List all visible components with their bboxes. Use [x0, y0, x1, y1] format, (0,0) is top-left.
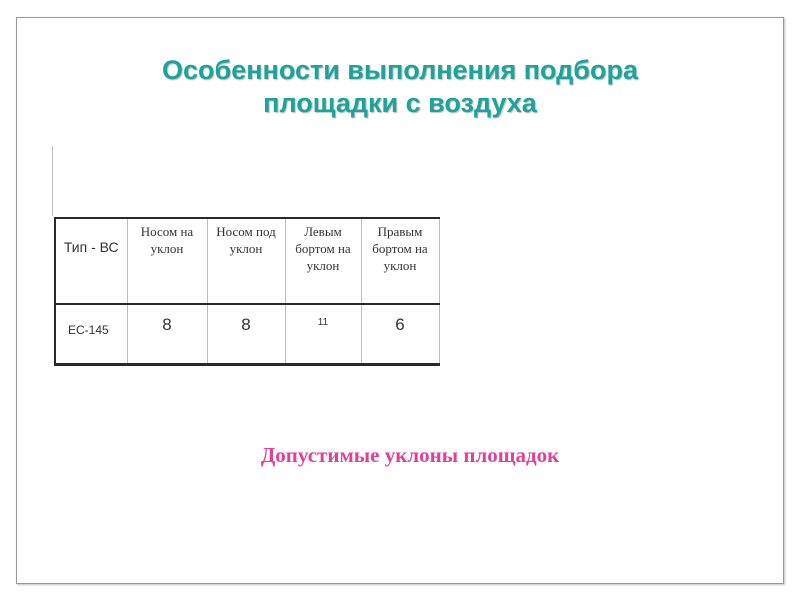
header-nose-upslope: Носом на уклон	[127, 218, 207, 304]
header-aircraft-type: Тип - ВС	[55, 218, 127, 304]
vertical-divider	[52, 146, 53, 216]
slope-table	[54, 217, 440, 366]
table-row	[55, 304, 439, 365]
header-left-side-slope: Левым бортом на уклон	[285, 218, 361, 304]
slide-caption: Допустимые уклоны площадок	[260, 443, 560, 467]
header-right-side-slope: Правым бортом на уклон	[361, 218, 439, 304]
header-nose-downslope: Носом под уклон	[207, 218, 285, 304]
cell-nose-downslope: 8	[207, 304, 285, 365]
slide-title-line-2: площадки с воздуха	[263, 88, 537, 118]
slide-title	[0, 54, 800, 120]
cell-nose-upslope: 8	[127, 304, 207, 365]
cell-right-side-slope: 6	[361, 304, 439, 365]
table-header-row	[55, 218, 439, 304]
slide-title-line-1: Особенности выполнения подбора	[162, 55, 638, 85]
cell-aircraft-model: ЕС-145	[55, 304, 127, 365]
cell-left-side-slope: 11	[285, 304, 361, 365]
